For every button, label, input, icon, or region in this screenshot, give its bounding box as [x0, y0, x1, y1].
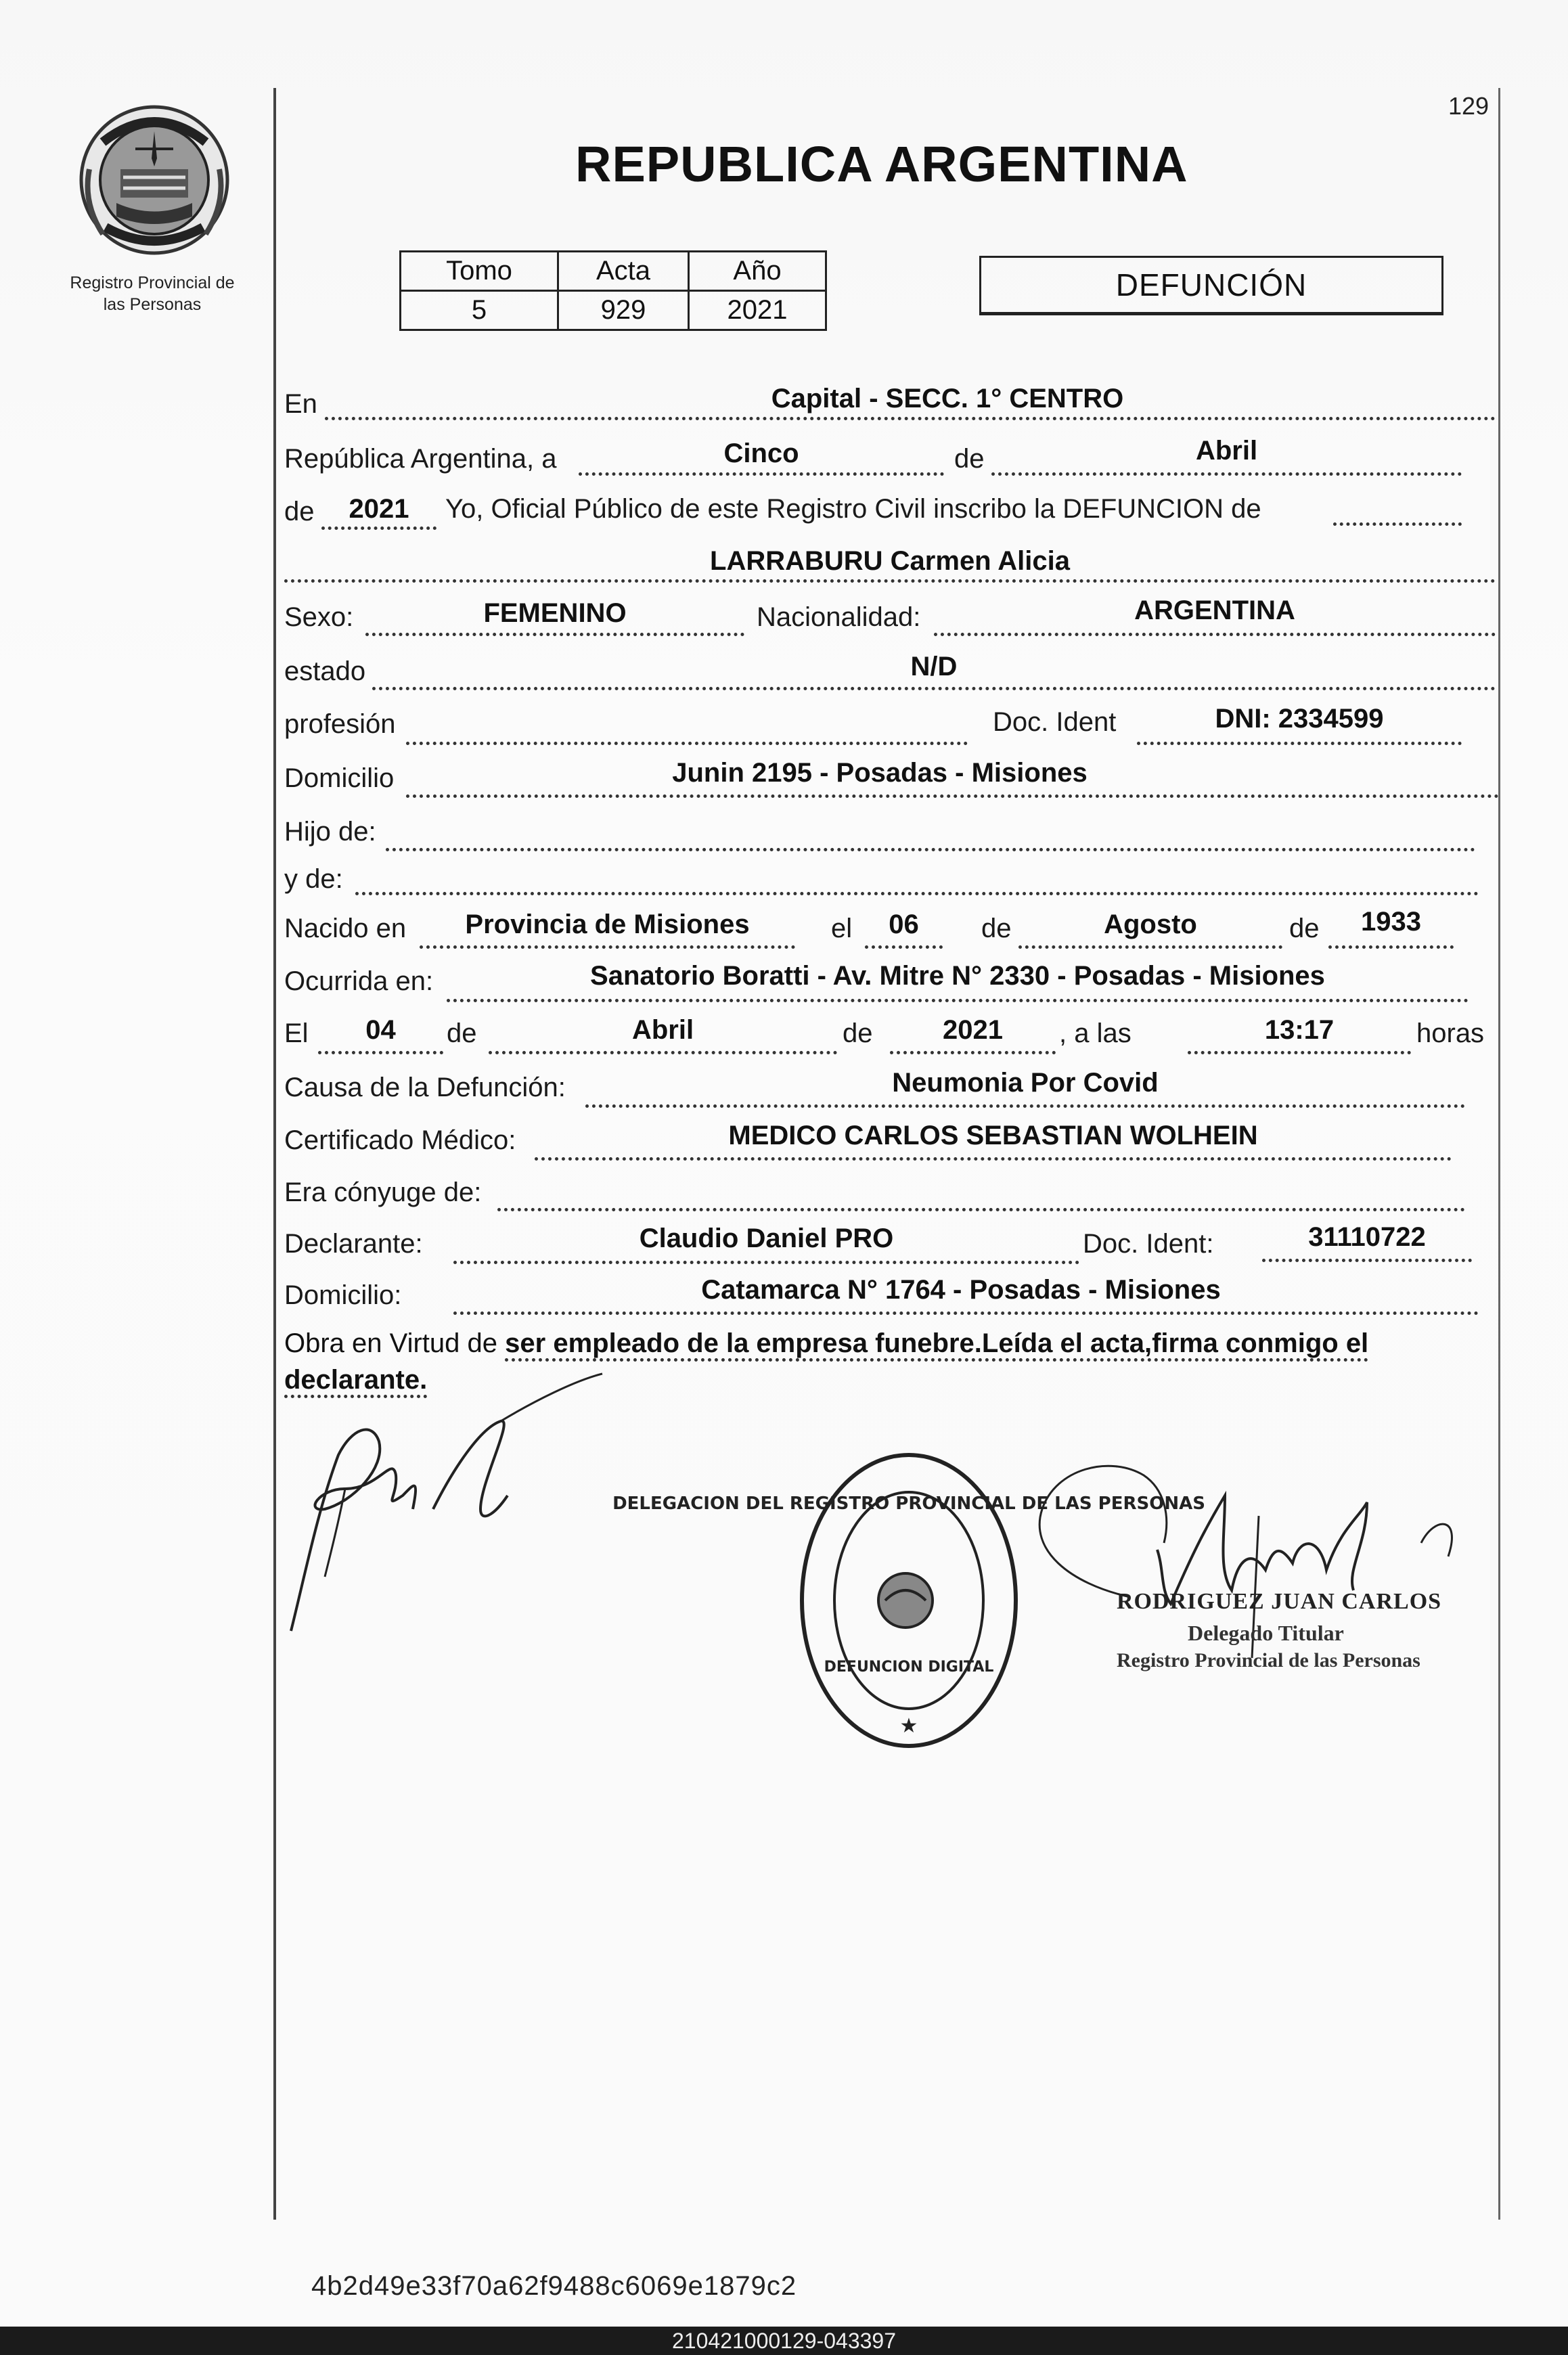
left-margin-line [273, 88, 276, 2220]
acta-header: Acta [558, 252, 689, 291]
doc-ident-2-dotline [1262, 1259, 1472, 1262]
doc-ident-value: DNI: 2334599 [1215, 704, 1384, 734]
doc-ident-label: Doc. Ident [993, 707, 1117, 737]
certificado-value: MEDICO CARLOS SEBASTIAN WOLHEIN [728, 1121, 1258, 1150]
causa-dotline [585, 1104, 1465, 1108]
day-value: Cinco [723, 439, 799, 468]
officer-role: Delegado Titular [1188, 1621, 1344, 1645]
el-label-2: El [284, 1018, 309, 1048]
estado-dotline [372, 687, 1496, 690]
deceased-name-value: LARRABURU Carmen Alicia [710, 546, 1070, 576]
record-type-box: DEFUNCIÓN [979, 256, 1443, 315]
month-dotline [991, 472, 1462, 476]
ocurrida-en-value: Sanatorio Boratti - Av. Mitre N° 2330 - Posadas - Misiones [590, 961, 1325, 991]
de-label-3: de [981, 914, 1012, 943]
birth-day-dotline [865, 945, 943, 949]
right-margin-line [1498, 88, 1500, 2220]
day-dotline [579, 472, 944, 476]
domicilio-dotline [406, 794, 1499, 798]
provincia-misiones-crest-icon [76, 102, 233, 259]
conyuge-dotline [497, 1208, 1465, 1211]
en-label: En [284, 389, 317, 419]
nacido-en-value: Provincia de Misiones [465, 910, 750, 939]
tomo-header: Tomo [401, 252, 558, 291]
crest-caption-line1: Registro Provincial de [70, 273, 235, 292]
causa-label: Causa de la Defunción: [284, 1073, 566, 1102]
profesion-dotline [406, 742, 968, 745]
death-day-dotline [318, 1051, 443, 1054]
domicilio-2-dotline [453, 1311, 1479, 1315]
nacido-en-label: Nacido en [284, 914, 407, 943]
footer-code: 210421000129-043397 [672, 2329, 896, 2353]
en-value: Capital - SECC. 1° CENTRO [771, 384, 1124, 413]
officer-name: RODRIGUEZ JUAN CARLOS [1117, 1589, 1442, 1614]
page-number: 129 [1448, 92, 1489, 120]
declarante-label: Declarante: [284, 1229, 423, 1259]
doc-ident-2-value: 31110722 [1308, 1222, 1426, 1252]
nacionalidad-dotline [934, 633, 1496, 636]
domicilio-value: Junin 2195 - Posadas - Misiones [672, 758, 1088, 788]
estado-label: estado [284, 656, 366, 686]
obra-label: Obra en Virtud de [284, 1328, 498, 1358]
de-label-1: de [954, 444, 985, 474]
yo-text: Yo, Oficial Público de este Registro Civil inscribo la DEFUNCION de [445, 494, 1261, 524]
record-id-header-row [401, 252, 826, 291]
record-id-table [399, 250, 827, 331]
yo-dotline [1333, 522, 1462, 526]
y-de-label: y de: [284, 864, 343, 894]
domicilio-label: Domicilio [284, 763, 395, 793]
nacionalidad-value: ARGENTINA [1134, 596, 1295, 625]
hijo-de-dotline [386, 848, 1475, 851]
crest-caption [41, 272, 264, 315]
nacionalidad-label: Nacionalidad: [757, 602, 921, 632]
tomo-value: 5 [401, 291, 558, 330]
el-label-1: el [831, 914, 853, 943]
sexo-value: FEMENINO [483, 598, 627, 628]
svg-text:★: ★ [899, 1714, 918, 1738]
de-label-2: de [284, 497, 315, 526]
sexo-label: Sexo: [284, 602, 354, 632]
doc-ident-dotline [1137, 742, 1462, 745]
domicilio-2-value: Catamarca N° 1764 - Posadas - Misiones [701, 1275, 1221, 1305]
ano-value: 2021 [689, 291, 826, 330]
doc-ident-label-2: Doc. Ident: [1083, 1229, 1214, 1259]
ocurrida-en-dotline [447, 999, 1469, 1002]
declarante-signature [277, 1374, 629, 1658]
stamp-inner-text: DEFUNCION DIGITAL [824, 1659, 994, 1676]
certificado-label: Certificado Médico: [284, 1125, 516, 1155]
birth-day-value: 06 [889, 910, 919, 939]
de-label-6: de [843, 1018, 873, 1048]
month-value: Abril [1195, 436, 1258, 466]
death-time-dotline [1188, 1051, 1411, 1054]
domicilio-label-2: Domicilio: [284, 1280, 402, 1310]
hijo-de-label: Hijo de: [284, 817, 376, 847]
year-value: 2021 [349, 494, 409, 524]
en-dotline [325, 417, 1496, 420]
declarante-dotline [453, 1261, 1079, 1264]
horas-label: horas [1416, 1018, 1485, 1048]
de-label-5: de [447, 1018, 477, 1048]
stamp-top-text: DELEGACION DEL REGISTRO PROVINCIAL DE LAS PERSONAS [612, 1494, 1205, 1514]
ano-header: Año [689, 252, 826, 291]
death-year-dotline [890, 1051, 1056, 1054]
certificado-dotline [535, 1157, 1452, 1161]
page-title: REPUBLICA ARGENTINA [575, 136, 1188, 192]
acta-value: 929 [558, 291, 689, 330]
document-hash: 4b2d49e33f70a62f9488c6069e1879c2 [311, 2271, 797, 2301]
estado-value: N/D [910, 652, 958, 681]
death-time-value: 13:17 [1264, 1015, 1335, 1045]
death-month-value: Abril [631, 1015, 694, 1045]
birth-year-value: 1933 [1361, 907, 1421, 937]
republica-label: República Argentina, a [284, 444, 557, 474]
death-year-value: 2021 [943, 1015, 1003, 1045]
sexo-dotline [365, 633, 744, 636]
a-las-label: , a las [1059, 1018, 1132, 1048]
obra-value: ser empleado de la empresa funebre.Leída el acta,firma conmigo el declarante. [284, 1328, 1368, 1398]
officer-org: Registro Provincial de las Personas [1117, 1649, 1420, 1672]
y-de-dotline [355, 892, 1479, 895]
declarante-value: Claudio Daniel PRO [639, 1224, 894, 1253]
nacido-en-dotline [420, 945, 795, 949]
causa-value: Neumonia Por Covid [892, 1068, 1159, 1098]
de-label-4: de [1289, 914, 1320, 943]
ocurrida-en-label: Ocurrida en: [284, 966, 434, 996]
name-dotline [284, 579, 1496, 583]
death-day-value: 04 [365, 1015, 396, 1045]
birth-year-dotline [1328, 945, 1454, 949]
birth-month-value: Agosto [1104, 910, 1197, 939]
conyuge-label: Era cónyuge de: [284, 1178, 482, 1207]
year-dotline [321, 526, 436, 530]
profesion-label: profesión [284, 709, 396, 739]
crest-caption-line2: las Personas [103, 295, 202, 314]
death-month-dotline [489, 1051, 837, 1054]
record-id-value-row [401, 291, 826, 330]
birth-month-dotline [1018, 945, 1282, 949]
delegacion-stamp-icon [612, 1448, 1205, 1753]
